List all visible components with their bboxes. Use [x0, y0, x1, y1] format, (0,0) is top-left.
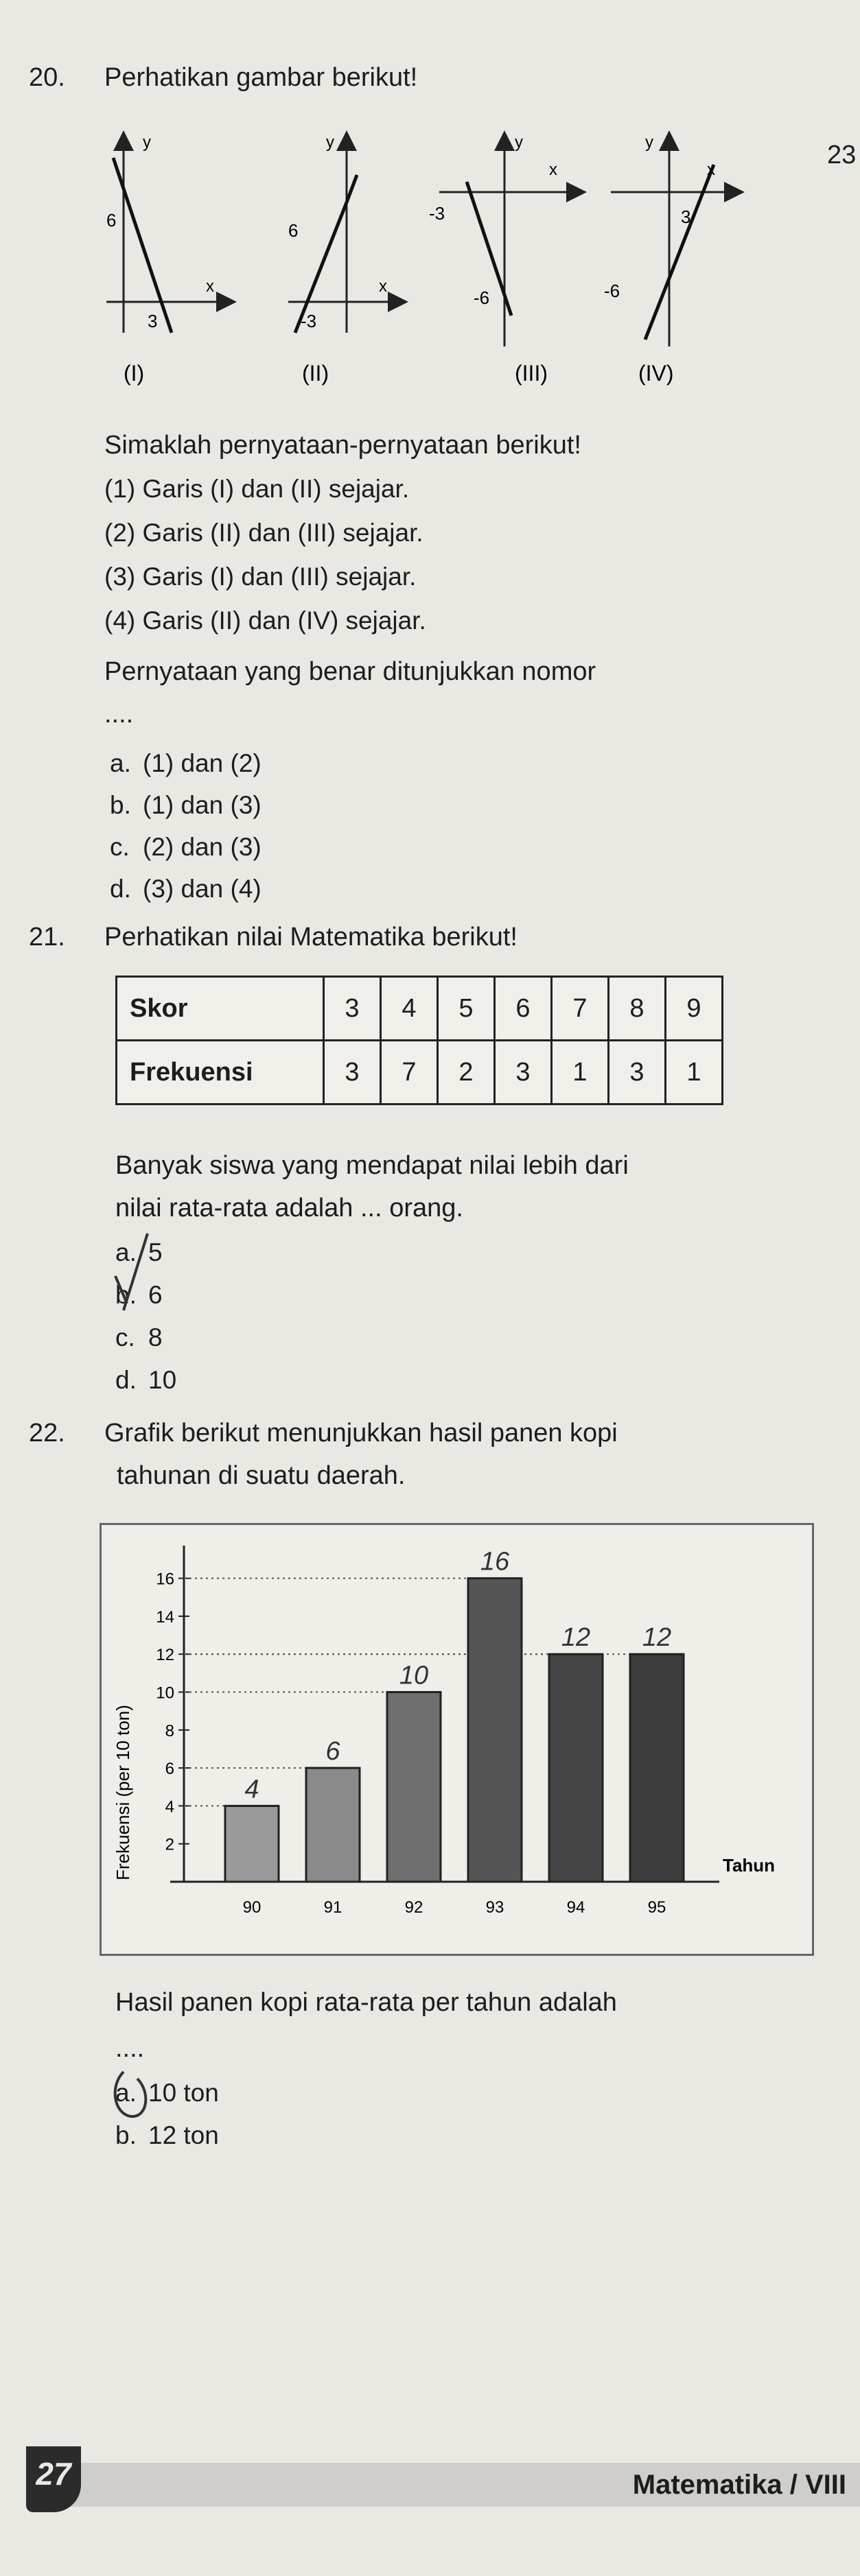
page-number: 27 — [26, 2446, 81, 2512]
chart-x-tick-label: 90 — [242, 1898, 262, 1917]
chart-handwritten-value: 6 — [325, 1737, 340, 1766]
graph-1-xtick: 3 — [148, 311, 158, 331]
graph-3-ytick: -6 — [474, 287, 490, 308]
chart-handwritten-value: 4 — [244, 1775, 259, 1804]
chart-handwritten-value: 10 — [399, 1661, 429, 1690]
q21-option-a[interactable]: a. 5 — [115, 1238, 163, 1266]
table-cell: 5 — [438, 977, 495, 1041]
q20-option-d[interactable]: d. (3) dan (4) — [110, 875, 262, 903]
q22-question: Hasil panen kopi rata-rata per tahun adalah — [115, 1988, 617, 2017]
table-row — [117, 1041, 723, 1104]
q21-option-d[interactable]: d. 10 — [115, 1366, 177, 1394]
q22-prompt-line2: tahunan di suatu daerah. — [117, 1461, 406, 1490]
table-cell: 8 — [609, 977, 666, 1041]
chart-bar — [387, 1692, 441, 1882]
chart-x-tick-label: 93 — [485, 1898, 504, 1917]
chart-y-tick-label: 6 — [165, 1760, 174, 1779]
chart-bar — [630, 1654, 684, 1882]
graph-4-ytick: -6 — [604, 281, 620, 301]
q20-statement-3: (3) Garis (I) dan (III) sejajar. — [104, 563, 417, 591]
q20-statement-2: (2) Garis (II) dan (III) sejajar. — [104, 519, 423, 547]
q22-option-a[interactable]: a. 10 ton — [115, 2079, 219, 2107]
chart-y-tick-label: 4 — [165, 1797, 174, 1817]
table-cell: 4 — [381, 977, 438, 1041]
table-cell: 3 — [324, 977, 381, 1041]
graph-2-axis-y: y — [326, 133, 334, 152]
chart-y-tick-label: 16 — [156, 1570, 174, 1589]
table-cell: 1 — [552, 1041, 609, 1104]
graph-3 — [429, 133, 577, 386]
chart-y-tick-label: 2 — [165, 1835, 174, 1854]
graph-1-axis-x: x — [206, 277, 214, 296]
handwritten-circle-icon — [103, 2058, 172, 2127]
q20-instruction: Simaklah pernyataan-pernyataan berikut! — [104, 431, 581, 460]
q20-statement-4: (4) Garis (II) dan (IV) sejajar. — [104, 606, 426, 635]
chart-handwritten-value: 12 — [561, 1623, 591, 1653]
chart-bar — [306, 1768, 360, 1882]
graph-4-label: (IV) — [638, 361, 674, 386]
graph-3-xtick: -3 — [429, 203, 445, 224]
q20-question-line1: Pernyataan yang benar ditunjukkan nomor — [104, 657, 596, 686]
table-header-skor: Skor — [117, 977, 324, 1041]
graph-1-axis-y: y — [143, 133, 151, 152]
graph-2-axis-x: x — [379, 277, 387, 296]
handwritten-check-icon — [110, 1228, 158, 1317]
table-cell: 7 — [381, 1041, 438, 1104]
chart-x-tick-label: 95 — [647, 1898, 666, 1917]
graph-3-axis-x: x — [549, 161, 557, 179]
chart-x-label: Tahun — [723, 1855, 776, 1876]
footer-subject: Matematika / VIII — [632, 2470, 846, 2500]
q21-option-b[interactable]: b. 6 — [115, 1281, 163, 1309]
q22-question-line2: .... — [115, 2034, 145, 2063]
table-cell: 3 — [609, 1041, 666, 1104]
chart-bar — [225, 1806, 279, 1882]
graph-1-label: (I) — [124, 361, 145, 386]
q21-option-c[interactable]: c. 8 — [115, 1323, 163, 1351]
graph-1-ytick: 6 — [106, 210, 117, 231]
chart-handwritten-value: 12 — [642, 1623, 672, 1653]
q21-question-line2: nilai rata-rata adalah ... orang. — [115, 1194, 463, 1222]
q22-prompt-line1: Grafik berikut menunjukkan hasil panen kopi — [104, 1419, 618, 1447]
chart-bar — [468, 1579, 522, 1882]
chart-y-label: Frekuensi (per 10 ton) — [113, 1705, 133, 1880]
chart-y-tick-label: 10 — [156, 1683, 174, 1703]
table-header-frekuensi: Frekuensi — [117, 1041, 324, 1104]
chart-x-tick-label: 92 — [404, 1898, 423, 1917]
q20-prompt: Perhatikan gambar berikut! — [104, 63, 418, 92]
graph-2 — [288, 133, 398, 386]
q20-graphs — [82, 127, 782, 401]
table-cell: 7 — [552, 977, 609, 1041]
chart-handwritten-value: 16 — [480, 1547, 510, 1576]
table-cell: 3 — [495, 1041, 552, 1104]
chart-x-tick-label: 91 — [323, 1898, 342, 1917]
table-cell: 1 — [666, 1041, 723, 1104]
margin-number: 23 — [827, 141, 857, 169]
q21-prompt: Perhatikan nilai Matematika berikut! — [104, 923, 518, 952]
graph-2-label: (II) — [302, 361, 329, 386]
graph-2-ytick: 6 — [288, 220, 299, 241]
table-row — [117, 977, 723, 1041]
chart-y-tick-label: 8 — [165, 1721, 174, 1740]
q20-option-a[interactable]: a. (1) dan (2) — [110, 749, 262, 777]
q21-number: 21. — [29, 923, 65, 952]
graph-4-axis-x: x — [707, 161, 715, 179]
table-cell: 2 — [438, 1041, 495, 1104]
q21-question-line1: Banyak siswa yang mendapat nilai lebih dari — [115, 1151, 629, 1180]
q20-number: 20. — [29, 63, 65, 92]
table-cell: 6 — [495, 977, 552, 1041]
chart-bar — [549, 1654, 603, 1882]
q22-option-b[interactable]: b. 12 ton — [115, 2121, 219, 2149]
q22-number: 22. — [29, 1419, 65, 1447]
harvest-chart-frame — [100, 1523, 814, 1956]
graph-4-axis-y: y — [645, 133, 653, 152]
graph-3-label: (III) — [515, 361, 548, 386]
q20-option-c[interactable]: c. (2) dan (3) — [110, 833, 262, 861]
q20-question-line2: .... — [104, 700, 134, 729]
table-cell: 3 — [324, 1041, 381, 1104]
q20-statement-1: (1) Garis (I) dan (II) sejajar. — [104, 475, 410, 503]
chart-y-tick-label: 12 — [156, 1646, 174, 1665]
graph-1 — [106, 133, 226, 386]
graph-4 — [604, 133, 734, 386]
chart-x-tick-label: 94 — [566, 1898, 585, 1917]
harvest-bar-chart — [102, 1525, 812, 1954]
q20-option-b[interactable]: b. (1) dan (3) — [110, 791, 262, 819]
table-cell: 9 — [666, 977, 723, 1041]
score-frequency-table — [115, 976, 723, 1105]
graph-4-xtick: 3 — [681, 206, 691, 227]
graph-2-xtick: -3 — [301, 311, 317, 331]
graph-3-axis-y: y — [515, 133, 523, 152]
chart-y-tick-label: 14 — [156, 1607, 174, 1627]
